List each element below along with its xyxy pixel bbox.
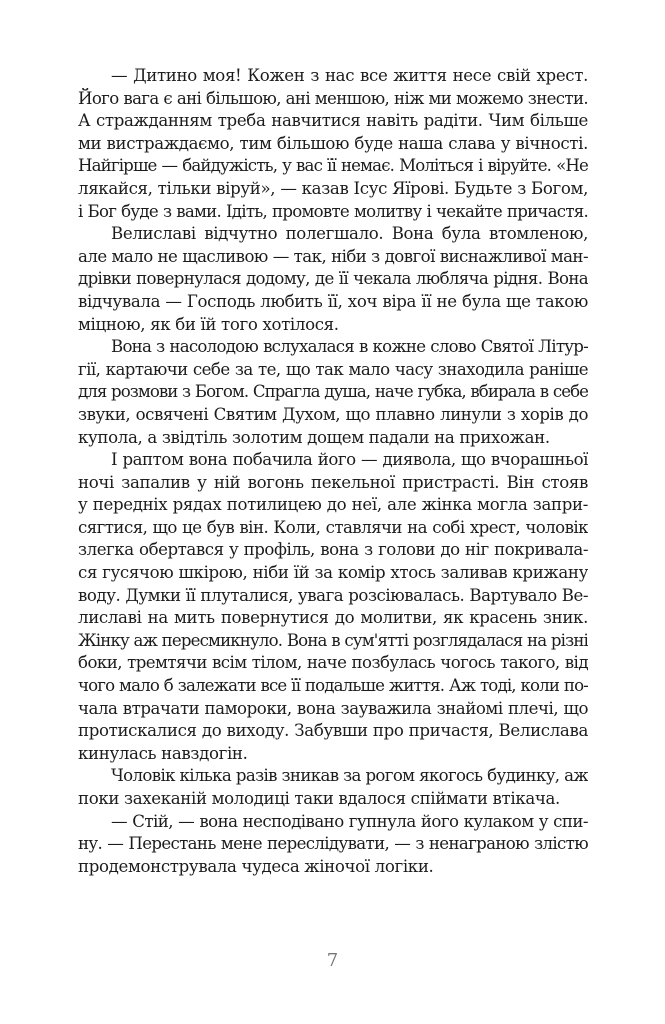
text-line: чала втрачати памороки, вона зауважила знайомі плечі, що <box>78 698 588 718</box>
page-text <box>78 65 588 878</box>
text-line: чого мало б залежати все її подальше життя. Аж тоді, коли по- <box>78 676 588 696</box>
text-line: боки, тремтячи всім тілом, наче позбулась чогось такого, від <box>78 653 588 673</box>
text-line: кинулась навздогін. <box>78 743 248 763</box>
text-line: Його вага є ані більшою, ані меншою, ніж ми можемо знести. <box>78 88 588 108</box>
text-line: воду. Думки її плуталися, увага розсіювалась. Вартувало Ве- <box>78 585 588 605</box>
paragraph-first-line: Велиславі відчутно полегшало. Вона була втомленою, <box>111 224 588 244</box>
paragraph-first-line: Вона з насолодою вслухалася в кожне слово Святої Літур- <box>111 337 588 357</box>
text-line: у передніх рядах потилицею до неї, але жінка могла запри- <box>78 495 588 515</box>
text-line: Найгірше — байдужість, у вас її немає. Моліться і віруйте. «Не <box>78 156 588 176</box>
text-line: ну. — Перестань мене переслідувати, — з ненаграною злістю <box>78 834 588 854</box>
text-line: Жінку аж пересмикнуло. Вона в сум'ятті розглядалася на різні <box>78 630 588 650</box>
text-line: сягтися, що це був він. Коли, ставлячи на собі хрест, чоловік <box>78 517 588 537</box>
paragraph-first-line: Чоловік кілька разів зникав за рогом якогось будинку, аж <box>111 766 588 786</box>
text-line: протискалися до виходу. Забувши про причастя, Велислава <box>78 721 588 741</box>
text-line: поки захеканій молодиці таки вдалося спіймати втікача. <box>78 789 560 808</box>
text-line: гії, картаючи себе за те, що так мало часу знаходила раніше <box>78 359 588 379</box>
text-line: ся гусячою шкірою, ніби їй за комір хтось заливав крижану <box>78 563 588 583</box>
text-line: лиславі на мить повернутися до молитви, як красень зник. <box>78 608 588 628</box>
text-line: для розмови з Богом. Спрагла душа, наче губка, вбирала в себе <box>78 382 588 402</box>
paragraph-first-line: І раптом вона побачила його — диявола, що вчорашньої <box>111 450 588 470</box>
page-number: 7 <box>326 950 339 971</box>
text-line: злегка обертався у профіль, вона з голови до ніг покривала- <box>78 540 588 560</box>
text-line: купола, а звідтіль золотим дощем падали на прихожан. <box>78 427 550 447</box>
text-line: але мало не щасливою — так, ніби з довгої виснажливої ман- <box>78 246 588 266</box>
paragraph-first-line: — Дитино моя! Кожен з нас все життя несе свій хрест. <box>111 66 588 85</box>
text-line: звуки, освячені Святим Духом, що плавно линули з хорів до <box>78 404 588 424</box>
text-line: дрівки повернулася додому, де її чекала любляча рідня. Вона <box>78 269 588 289</box>
text-line: лякайся, тільки віруй», — казав Ісус Яїрові. Будьте з Богом, <box>78 178 588 198</box>
text-line: міцною, як би їй того хотілося. <box>78 314 339 334</box>
paragraph-first-line: — Стій, — вона несподівано гупнула його кулаком у спи- <box>111 811 588 831</box>
text-line: ми вистраждаємо, тим більшою буде наша слава у вічності. <box>78 133 588 153</box>
text-line: відчувала — Господь любить її, хоч віра її не була ще такою <box>78 291 588 311</box>
text-line: і Бог буде з вами. Ідіть, промовте молитву і чекайте причастя. <box>78 201 588 221</box>
text-line: продемонструвала чудеса жіночої логіки. <box>78 856 434 876</box>
text-line: ночі запалив у ній вогонь пекельної пристрасті. Він стояв <box>78 472 588 492</box>
text-line: А стражданням треба навчитися навіть радіти. Чим більше <box>78 111 588 131</box>
